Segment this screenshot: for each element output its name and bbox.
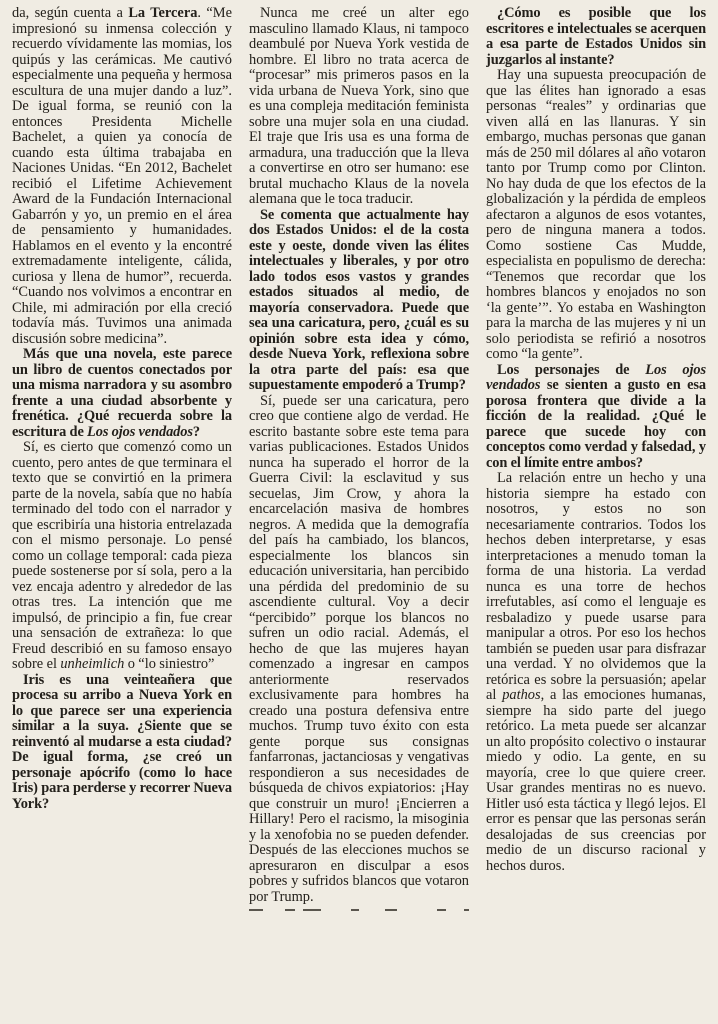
interview-answer [249, 6, 469, 208]
text-segment: , a las emociones humanas, siempre ha sido parte del juego retórico. La meta puede ser alcanzar un alto propósito colectivo o instaurar miedo y odio. La gente, en su mayoría, cree lo que quiere creer. Usar grandes mentiras no es nuevo. Hitler usó esta táctica y llegó lejos. El error es pensar que las personas serán desalojadas de sus creencias por medio de un discurso racional y hechos duros. [486, 687, 706, 874]
text-segment: se sienten a gusto en esa porosa frontera que divide a la ficción de la realidad. ¿Qué le parece que sucede hoy con conceptos como verdad y falsedad, y con el límite entre ambos? [486, 377, 706, 471]
interview-question [486, 363, 706, 472]
text-segment: Los ojos vendados [87, 423, 193, 440]
article-column-right [486, 6, 706, 1024]
interview-answer [12, 6, 232, 347]
text-segment: . “Me impresionó su inmensa colección y recuerdo vívidamente las momias, los quipús y las cerámicas. Me cautivó especialmente una pequeña y hermosa escultura de una mujer dando a luz”. De igual forma, se reunió con la entonces Presidenta Michelle Bachelet, a quien ya conocía de cuando esta última trabajaba en Naciones Unidas. “En 2012, Bachelet recibió el Lifetime Achievement Award de la Fundación Internacional Gabarrón y yo, un premio en el área de pensamiento y humanidades. Hablamos en el evento y la encontré extremadamente inteligente, cálida, curiosa y llena de humor”, recuerda. “Cuando nos volvimos a encontrar en Chile, mi admiración por ella creció todavía más. Tuvimos una animada discusión sobre medicina”. [12, 6, 232, 347]
interview-question [486, 6, 706, 68]
article-column-left [12, 6, 232, 1024]
text-segment: Se comenta que actualmente hay dos Estados Unidos: el de la costa este y oeste, donde viven las élites intelectuales y liberales, y por otro lado todos esos vastos y grandes estados situados al medio, de mayoría conservadora. Puede que sea una caricatura, pero, ¿cuál es su opinión sobre esta idea y cómo, desde Nueva York, reflexiona sobre la otra parte del país: esa que supuestamente empoderó a Trump? [249, 206, 469, 393]
text-segment: Los ojos vendados [486, 361, 706, 393]
article-columns [12, 6, 706, 1024]
text-segment: Sí, es cierto que comenzó como un cuento, pero antes de que terminara el texto que se convirtió en la primera parte de la novela, sabía que no había terminado del todo con el narrador y que escribiría una historia entrelazada con el mismo personaje. Lo pensé como un collage temporal: cada pieza puede sostenerse por sí sola, pero a la vez encaja adentro y alrededor de las otras tres. La intención que me impulsó, de principio a fin, fue crear una sensación de extrañeza: lo que Freud describió en su famoso ensayo sobre el [12, 439, 232, 672]
text-segment: Más que una novela, este parece un libro de cuentos conectados por una misma narradora y su asombro frente a una ciudad absorbente y frenética. ¿Qué recuerda sobre la escritura de [12, 346, 232, 440]
interview-answer [249, 394, 469, 906]
text-segment: Iris es una veinteañera que procesa su arribo a Nueva York en lo que parece ser una experiencia similar a la suya. ¿Siente que se reinventó al mudarse a esta ciudad? De igual forma, ¿se creó un personaje apócrifo (como lo hace Iris) para perderse y recorrer Nueva York? [12, 671, 232, 812]
text-segment: unheimlich [60, 656, 125, 672]
text-segment: La relación entre un hecho y una historia siempre ha estado con nosotros, y estos no son necesariamente contrarios. Todos los hechos deben interpretarse, y esas interpretaciones a menudo toman la forma de una historia. La verdad nunca es una torre de hechos irrefutables, así como el lenguaje es resbaladizo y puede usarse para manipular a otros. Por eso los hechos también se pueden usar para disfrazar una verdad. Y no olvidemos que la retórica es sobre la persuasión; apelar al [486, 470, 706, 703]
interview-question [12, 673, 232, 813]
text-segment: Los personajes de [497, 361, 646, 378]
interview-question [12, 347, 232, 440]
text-segment: ? [192, 423, 200, 440]
text-segment: da, según cuenta a [12, 6, 129, 21]
interview-answer [12, 440, 232, 673]
interview-question [249, 208, 469, 394]
text-segment: pathos [502, 687, 541, 703]
text-segment: o “lo siniestro” [124, 656, 215, 672]
article-column-middle [249, 6, 469, 1024]
text-segment: ¿Cómo es posible que los escritores e intelectuales se acerquen a esa parte de Estados Unidos sin juzgarlos al instante? [486, 6, 706, 68]
interview-answer [486, 471, 706, 874]
text-segment: Hay una supuesta preocupación de que las élites han ignorado a esas personas “reales” y ordinarias que viven allá en las llanuras. Y sin embargo, muchas personas que ganan más de 250 mil dólares al año votaron tanto por Trump como por Clinton. No hay duda de que los efectos de la globalización y la pérdida de empleos afectaron a algunos de esos votantes, pero de ninguna manera a todos. Como sostiene Cas Mudde, especialista en populismo de derecha: “Tenemos que recordar que los hombres blancos y enojados no son ‘la gente’”. Yo estaba en Washington para la marcha de las mujeres y ni un solo periodista se refirió a nosotros como “la gente”. [486, 67, 706, 362]
clipped-text-line [249, 908, 469, 912]
text-segment: La Tercera [128, 6, 198, 21]
interview-answer [486, 68, 706, 363]
text-segment: Sí, puede ser una caricatura, pero creo que contiene algo de verdad. He escrito bastante sobre este tema para varias publicaciones. Estados Unidos nunca ha superado el horror de la Guerra Civil: la esclavitud y sus secuelas, Jim Crow, y ahora la encarcelación masiva de hombres negros. A medida que la demografía del país ha cambiado, los blancos, especialmente los blancos sin educación universitaria, han percibido una pérdida del predominio de su ascendiente cultural. Voy a decir “percibido” porque los blancos no sufren un odio racial. Además, el hecho de que las mujeres hayan comenzado a ingresar en campos anteriormente reservados exclusivamente para hombres ha creado una postura defensiva entre muchos. Trump tuvo éxito con esta gente porque sus consignas fanfarronas, jactanciosas y vengativas respondieron a sus necesidades de búsqueda de chivos expiatorios: ¡Hay que construir un muro! ¡Encierren a Hillary! Pero el racismo, la misoginia y la xenofobia no se pueden defender. Después de las elecciones muchos se apresuraron en disculpar a esos pobres y sufridos blancos que votaron por Trump. [249, 392, 469, 905]
text-segment: Nunca me creé un alter ego masculino llamado Klaus, ni tampoco deambulé por Nueva York vestida de hombre. El libro no trata acerca de “procesar” mis primeros pasos en la vida urbana de Nueva York, sino que es una compleja meditación feminista sobre una mujer sola en una ciudad. El traje que Iris usa es una forma de armadura, una traducción que la lleva a convertirse en otro ser humano: ese brutal muchacho Klaus de la novela alemana que le toca traducir. [249, 6, 469, 207]
